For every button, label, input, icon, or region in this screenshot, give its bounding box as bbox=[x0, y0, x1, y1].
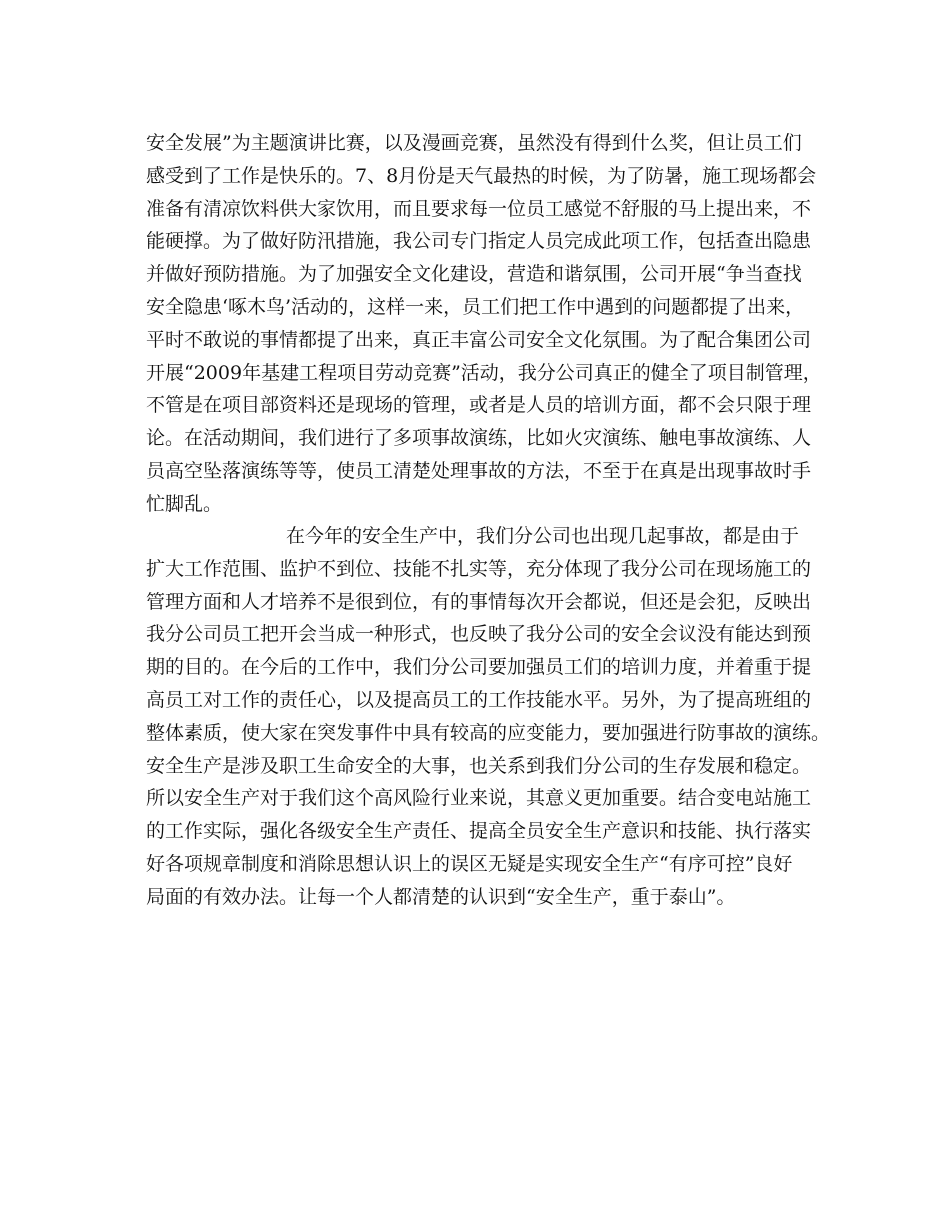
text-line: 开展“2009年基建工程项目劳动竞赛”活动，我分公司真正的健全了项目制管理， bbox=[146, 361, 822, 384]
text-line: 管理方面和人才培养不是很到位，有的事情每次开会都说，但还是会犯，反映出 bbox=[146, 590, 812, 613]
text-line: 整体素质，使大家在突发事件中具有较高的应变能力，要加强进行防事故的演练。 bbox=[146, 721, 831, 744]
text-line: 安全隐患‘啄木鸟’活动的，这样一来，员工们把工作中遇到的问题都提了出来， bbox=[146, 295, 805, 318]
text-line-indented: 在今年的安全生产中，我们分公司也出现几起事故，都是由于 bbox=[286, 525, 800, 547]
text-line: 我分公司员工把开会当成一种形式，也反映了我分公司的安全会议没有能达到预 bbox=[146, 623, 812, 646]
text-line: 并做好预防措施。为了加强安全文化建设，营造和谐氛围，公司开展“争当查找 bbox=[146, 263, 802, 286]
paragraph-accidents-and-improvement bbox=[146, 520, 831, 914]
text-line: 论。在活动期间，我们进行了多项事故演练，比如火灾演练、触电事故演练、人 bbox=[146, 427, 812, 450]
text-line: 的工作实际，强化各级安全生产责任、提高全员安全生产意识和技能、执行落实 bbox=[146, 820, 812, 843]
text-line: 感受到了工作是快乐的。7、8月份是天气最热的时候，为了防暑，施工现场都会 bbox=[146, 164, 817, 187]
paragraph-safety-activities bbox=[146, 127, 826, 521]
text-line: 所以安全生产对于我们这个高风险行业来说，其意义更加重要。结合变电站施工 bbox=[146, 787, 812, 810]
text-line: 安全发展”为主题演讲比赛，以及漫画竞赛，虽然没有得到什么奖，但让员工们 bbox=[146, 132, 802, 154]
text-line: 扩大工作范围、监护不到位、技能不扎实等，充分体现了我分公司在现场施工的 bbox=[146, 557, 812, 580]
text-line: 高员工对工作的责任心，以及提高员工的工作技能水平。另外，为了提高班组的 bbox=[146, 688, 812, 711]
text-line: 平时不敢说的事情都提了出来，真正丰富公司安全文化氛围。为了配合集团公司 bbox=[146, 328, 812, 351]
text-line: 好各项规章制度和消除思想认识上的误区无疑是实现安全生产“有序可控”良好 bbox=[146, 852, 793, 875]
text-line: 能硬撑。为了做好防汛措施，我公司专门指定人员完成此项工作，包括查出隐患 bbox=[146, 230, 812, 253]
text-line: 准备有清凉饮料供大家饮用，而且要求每一位员工感觉不舒服的马上提出来，不 bbox=[146, 197, 812, 220]
text-line: 局面的有效办法。让每一个人都清楚的认识到“安全生产，重于泰山”。 bbox=[146, 885, 736, 908]
text-line: 不管是在项目部资料还是现场的管理，或者是人员的培训方面，都不会只限于理 bbox=[146, 394, 812, 417]
text-line: 忙脚乱。 bbox=[146, 492, 223, 515]
text-line: 员高空坠落演练等等，使员工清楚处理事故的方法，不至于在真是出现事故时手 bbox=[146, 459, 812, 482]
text-line: 安全生产是涉及职工生命安全的大事，也关系到我们分公司的生存发展和稳定。 bbox=[146, 754, 812, 777]
text-line: 期的目的。在今后的工作中，我们分公司要加强员工们的培训力度，并着重于提 bbox=[146, 656, 812, 679]
